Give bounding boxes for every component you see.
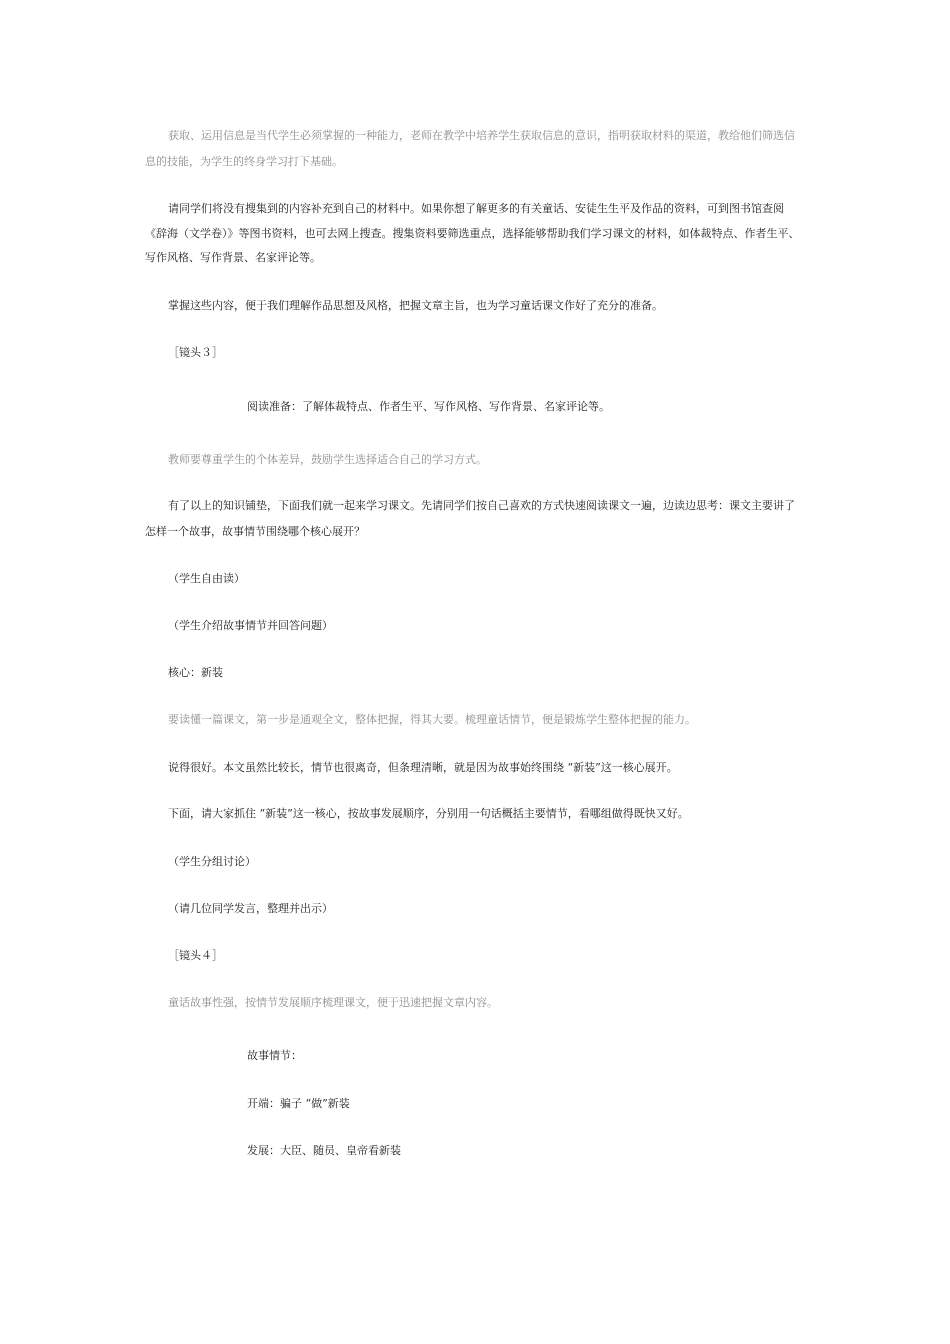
body-paragraph-line: 有了以上的知识铺垫，下面我们就一起来学习课文。先请同学们按自己喜欢的方式快速阅读课文一遍，边读边思考：课文主要讲了 [168, 499, 795, 512]
student-activity-note: （学生自由读） [168, 572, 245, 585]
comment-paragraph-line: 息的技能，为学生的终身学习打下基础。 [145, 155, 343, 168]
shot-heading: ［镜头４］ [168, 949, 223, 962]
student-activity-note: （学生介绍故事情节并回答问题） [168, 619, 333, 632]
story-plot-heading: 故事情节： [247, 1049, 302, 1062]
body-paragraph-line: 下面，请大家抓住 “新装”这一核心，按故事发展顺序，分别用一句话概括主要情节，看哪组做得既快又好。 [168, 807, 689, 820]
body-paragraph-line: 请同学们将没有搜集到的内容补充到自己的材料中。如果你想了解更多的有关童话、安徒生生平及作品的资料，可到图书馆查阅 [168, 202, 784, 215]
comment-paragraph-line: 要读懂一篇课文，第一步是通观全文，整体把握，得其大要。梳理童话情节，便是锻炼学生整体把握的能力。 [168, 713, 696, 726]
body-paragraph-line: 写作风格、写作背景、名家评论等。 [145, 251, 321, 264]
comment-paragraph-line: 童话故事性强，按情节发展顺序梳理课文，便于迅速把握文章内容。 [168, 996, 498, 1009]
comment-paragraph-line: 教师要尊重学生的个体差异，鼓励学生选择适合自己的学习方式。 [168, 453, 487, 466]
student-activity-note: （学生分组讨论） [168, 855, 256, 868]
reading-preparation-text: 阅读准备：了解体裁特点、作者生平、写作风格、写作背景、名家评论等。 [247, 400, 610, 413]
shot-heading: ［镜头３］ [168, 346, 223, 359]
plot-opening: 开端：骗子 “做”新装 [247, 1097, 350, 1110]
body-paragraph-line: 怎样一个故事，故事情节围绕哪个核心展开？ [145, 525, 365, 538]
student-activity-note: （请几位同学发言，整理并出示） [168, 902, 333, 915]
core-answer: 核心：新装 [168, 666, 223, 679]
body-paragraph-line: 掌握这些内容，便于我们理解作品思想及风格，把握文章主旨，也为学习童话课文作好了充分的准备。 [168, 299, 663, 312]
plot-development: 发展：大臣、随员、皇帝看新装 [247, 1144, 401, 1157]
body-paragraph-line: 说得很好。本文虽然比较长，情节也很离奇，但条理清晰，就是因为故事始终围绕 “新装”这一核心展开。 [168, 761, 678, 774]
body-paragraph-line: 《辞海（文学卷）》等图书资料，也可去网上搜查。搜集资料要筛选重点，选择能够帮助我们学习课文的材料，如体裁特点、作者生平、 [145, 227, 800, 240]
comment-paragraph-line: 获取、运用信息是当代学生必须掌握的一种能力，老师在教学中培养学生获取信息的意识，指明获取材料的渠道，教给他们筛选信 [168, 129, 795, 142]
